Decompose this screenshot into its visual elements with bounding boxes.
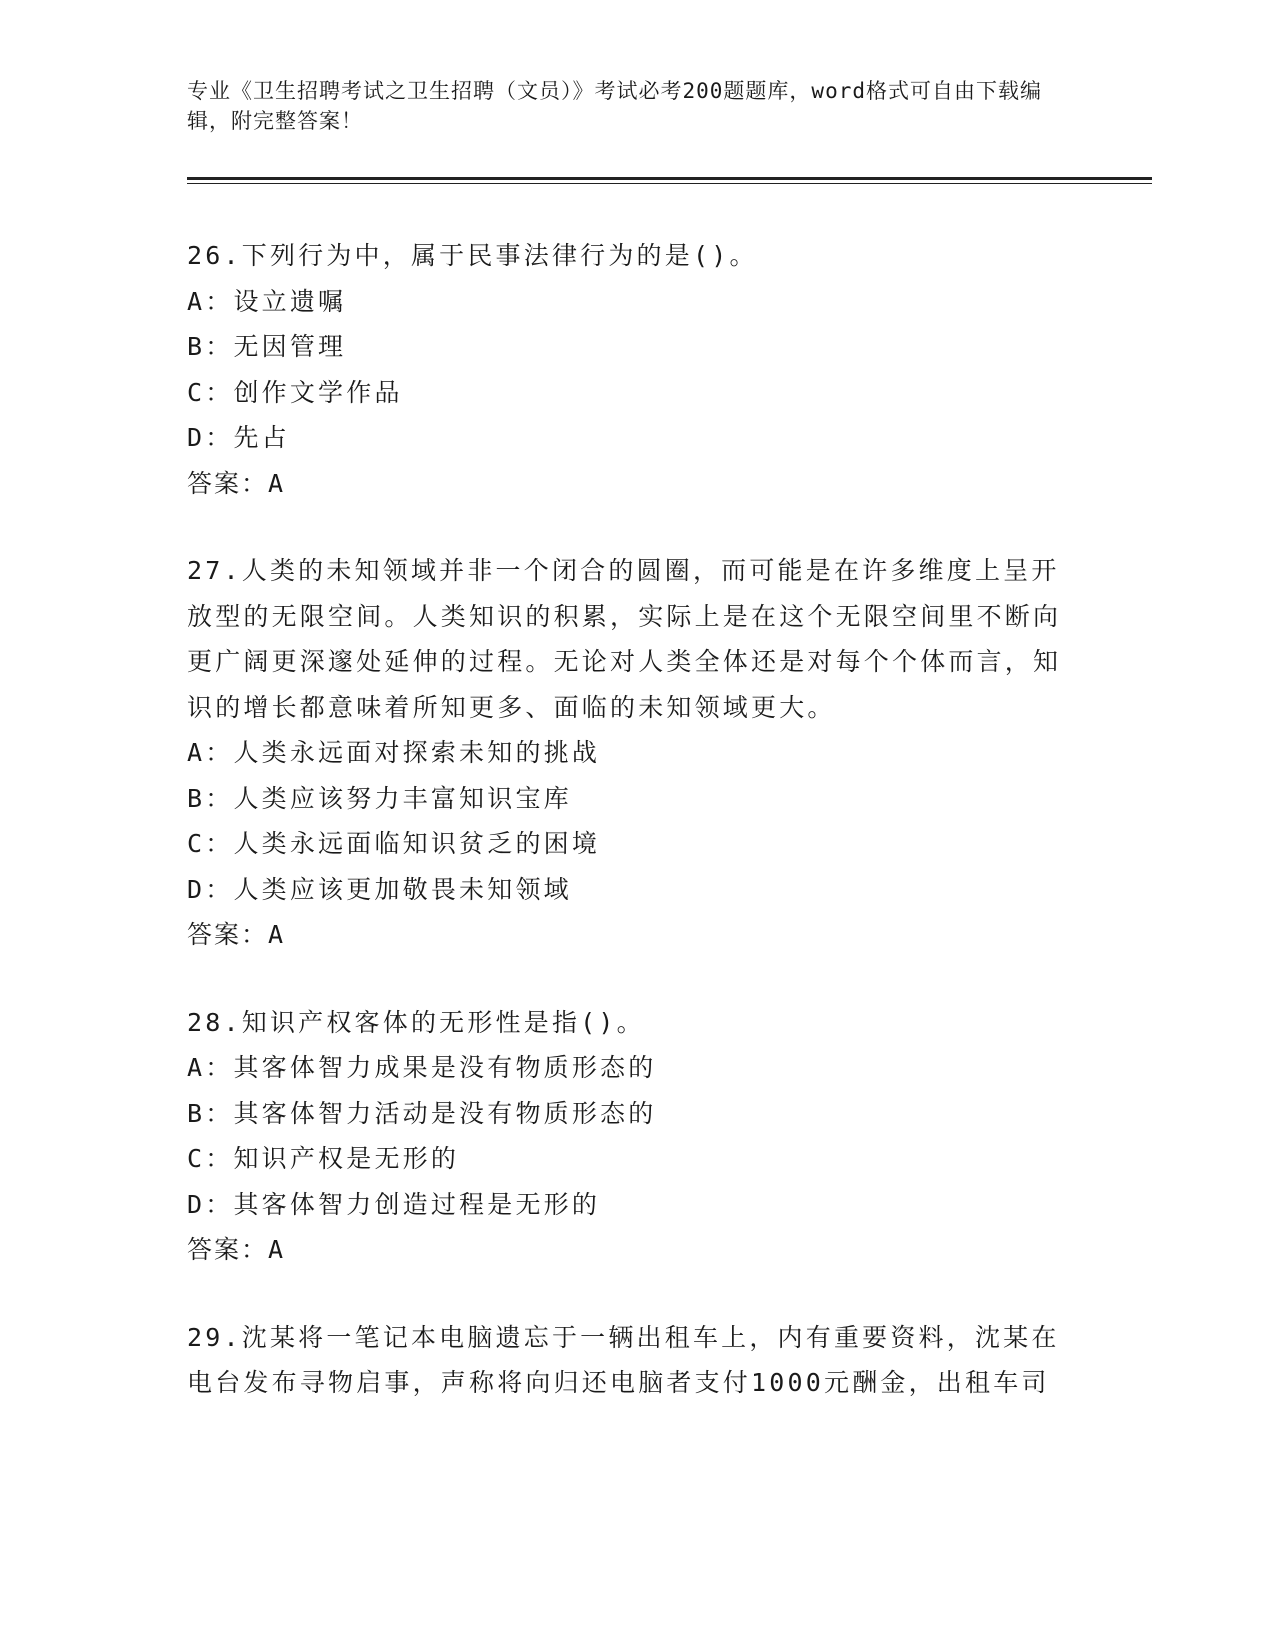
question-29: [187, 1315, 1087, 1406]
option-a: A：设立遗嘱: [187, 286, 347, 316]
question-stem: 26.下列行为中，属于民事法律行为的是()。: [187, 241, 758, 270]
header-divider-thin: [187, 183, 1152, 184]
option-b: B：无因管理: [187, 332, 347, 361]
option-d: D：其客体智力创造过程是无形的: [187, 1189, 601, 1219]
question-27: [187, 548, 1087, 958]
question-stem: 29.沈某将一笔记本电脑遗忘于一辆出租车上，内有重要资料，沈某在电台发布寻物启事，声称将向归还电脑者支付1000元酬金，出租车司: [187, 1322, 1060, 1397]
option-c: C：知识产权是无形的: [187, 1144, 460, 1173]
option-a: A：其客体智力成果是没有物质形态的: [187, 1053, 657, 1082]
option-d: D：人类应该更加敬畏未知领域: [187, 874, 572, 904]
question-26: [187, 233, 1087, 506]
option-d: D：先占: [187, 423, 290, 452]
option-b: B：其客体智力活动是没有物质形态的: [187, 1098, 657, 1128]
answer-line: 答案：A: [187, 1235, 286, 1264]
question-stem: 27.人类的未知领域并非一个闭合的圆圈，而可能是在许多维度上呈开放型的无限空间。人类知识的积累，实际上是在这个无限空间里不断向更广阔更深邃处延伸的过程。无论对人类全体还是对每个个体而言，知识的增长都意味着所知更多、面临的未知领域更大。: [187, 556, 1062, 722]
question-28: [187, 1000, 1087, 1273]
header-divider-thick: [187, 177, 1152, 180]
option-c: C：人类永远面临知识贫乏的困境: [187, 829, 601, 858]
answer-line: 答案：A: [187, 920, 286, 949]
option-a: A：人类永远面对探索未知的挑战: [187, 738, 601, 767]
document-header: 专业《卫生招聘考试之卫生招聘（文员）》考试必考200题题库，word格式可自由下载编辑，附完整答案！: [187, 79, 1042, 133]
option-c: C：创作文学作品: [187, 377, 403, 407]
question-list: [187, 233, 1087, 1448]
question-stem: 28.知识产权客体的无形性是指()。: [187, 1007, 645, 1037]
option-b: B：人类应该努力丰富知识宝库: [187, 783, 572, 813]
answer-line: 答案：A: [187, 468, 286, 498]
